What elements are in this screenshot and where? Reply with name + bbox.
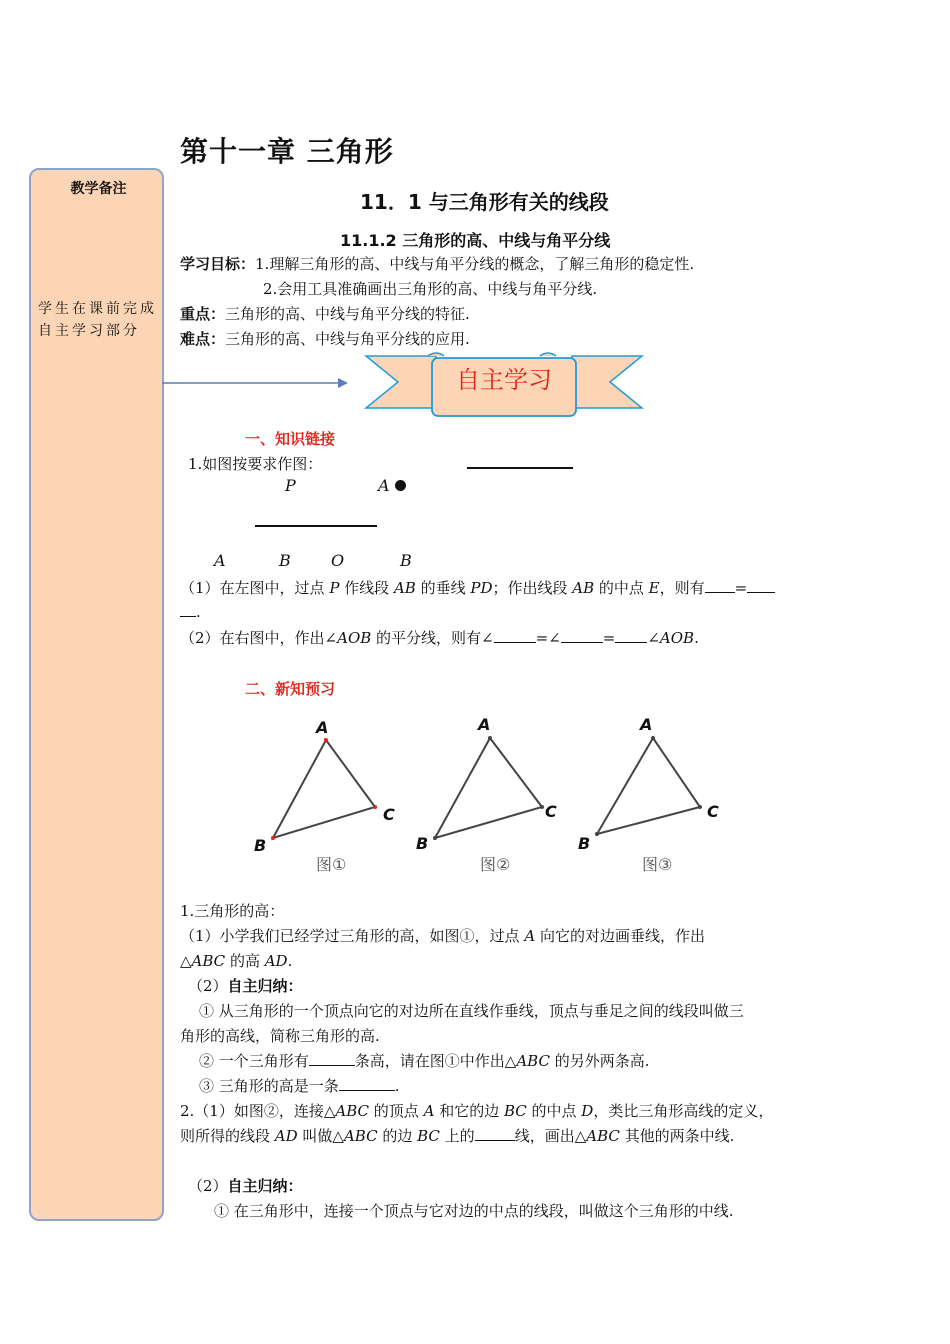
text-run: ；作出线段: [492, 579, 573, 597]
text-run: ∠: [647, 629, 660, 647]
text-run: =∠: [535, 629, 561, 647]
difficulty-label: 难点：: [180, 330, 226, 348]
vertex-c-label: C: [383, 805, 395, 824]
text-run: 的边: [377, 1127, 418, 1145]
answer-blank[interactable]: [561, 628, 603, 643]
text-run: ③ 三角形的高是一条: [199, 1077, 339, 1095]
math-var: A: [423, 1102, 435, 1120]
text-run: （2）: [188, 977, 228, 995]
median-question: [180, 1100, 773, 1121]
median-definition: ① 在三角形中，连接一个顶点与它对边的中点的线段，叫做这个三角形的中线.: [214, 1202, 734, 1220]
point-o-label: O: [331, 551, 345, 570]
text-run: △: [180, 952, 192, 970]
text-run: 的中点: [526, 1102, 582, 1120]
sub-question-1-cont: [180, 602, 201, 621]
question-1: 1.如图按要求作图：: [188, 455, 323, 473]
triangle-1: [273, 740, 375, 838]
answer-blank[interactable]: [180, 602, 196, 617]
answer-blank[interactable]: [494, 628, 536, 643]
sidebar-note: [38, 298, 163, 342]
math-var: E: [648, 579, 660, 597]
key-point: [180, 303, 470, 324]
text-run: 的另外两条高.: [549, 1052, 650, 1070]
learning-goals: [180, 253, 694, 274]
part2-heading: 二、新知预习: [245, 680, 336, 698]
math-var: ABC: [516, 1052, 550, 1070]
banner-text: 自主学习: [456, 366, 552, 394]
math-var: AB: [572, 579, 595, 597]
triangle-2: [435, 738, 542, 838]
math-var: AD: [274, 1127, 298, 1145]
text-run: 上的: [439, 1127, 475, 1145]
text-run: 叫做△: [297, 1127, 344, 1145]
text-run: .: [287, 952, 293, 970]
text-run: 作线段: [339, 579, 394, 597]
conclusion-3: [199, 1075, 400, 1096]
triangle-3: [597, 738, 700, 834]
math-var: AOB: [337, 629, 372, 647]
heights-heading: 1.三角形的高：: [180, 902, 285, 920]
text-run: =: [602, 629, 616, 647]
chapter-title: 第十一章 三角形: [180, 135, 394, 168]
vertex-b-label: B: [254, 836, 267, 855]
conclusion-1: ① 从三角形的一个顶点向它的对边所在直线作垂线，顶点与垂足之间的线段叫做三: [199, 1002, 744, 1020]
math-var: AB: [393, 579, 416, 597]
summary-heading: [188, 975, 303, 996]
text-run: 其他的两条中线.: [619, 1127, 735, 1145]
teaching-notes-sidebar: [29, 168, 164, 1221]
difficulty: [180, 328, 470, 349]
math-var: AD: [264, 952, 288, 970]
text-run: 条高，请在图①中作出△: [354, 1052, 517, 1070]
segment-line: [467, 467, 573, 469]
answer-blank[interactable]: [309, 1051, 355, 1066]
goal-item: 2.会用工具准确画出三角形的高、中线与角平分线.: [263, 280, 598, 298]
key-point-text: 三角形的高、中线与角平分线的特征.: [225, 305, 470, 323]
math-var: P: [329, 579, 340, 597]
median-question-cont: [180, 1125, 734, 1146]
text-run: .: [394, 1077, 400, 1095]
text-run: =: [734, 579, 748, 597]
answer-blank[interactable]: [615, 628, 647, 643]
text-run: 的顶点: [369, 1102, 424, 1120]
math-var: ABC: [586, 1127, 620, 1145]
point-dot-icon: [395, 480, 406, 491]
difficulty-text: 三角形的高、中线与角平分线的应用.: [225, 330, 470, 348]
point-b-label: B: [279, 551, 291, 570]
sub-question-2: [180, 627, 699, 648]
text-run: ② 一个三角形有: [199, 1052, 309, 1070]
text-run: 2.（1）如图②，连接△: [180, 1102, 336, 1120]
sidebar-title: 教学备注: [70, 181, 127, 197]
goals-label: 学习目标：: [180, 255, 256, 273]
text-run: （2）: [188, 1177, 228, 1195]
math-var: ABC: [343, 1127, 378, 1145]
subsection-title: 11.1.2 三角形的高、中线与角平分线: [340, 231, 611, 250]
figure-caption: 图①: [316, 855, 347, 874]
text-run: （1）小学我们已经学过三角形的高，如图①，过点: [180, 927, 525, 945]
vertex-c-label: C: [707, 802, 719, 821]
vertex-b-label: B: [416, 834, 429, 853]
text-run: （1）在左图中，过点: [180, 579, 330, 597]
math-var: ABC: [191, 952, 226, 970]
point-a-label: A: [378, 476, 390, 495]
answer-blank[interactable]: [475, 1126, 515, 1141]
point-p-label: P: [285, 476, 296, 495]
sidebar-note-line: 自主学习部分: [38, 323, 140, 339]
answer-blank[interactable]: [339, 1076, 395, 1091]
figure-caption: 图③: [642, 855, 673, 874]
text-run: ，则有: [659, 579, 705, 597]
heights-intro-cont: [180, 950, 292, 971]
math-var: D: [581, 1102, 594, 1120]
heights-intro: [180, 925, 705, 946]
text-run: ，类比三角形高线的定义，: [593, 1102, 774, 1120]
sidebar-note-line: 学生在课前完成: [38, 301, 157, 317]
goal-item: 1.理解三角形的高、中线与角平分线的概念，了解三角形的稳定性.: [255, 255, 695, 273]
segment-ab-line: [255, 525, 377, 527]
text-run: 则所得的线段: [180, 1127, 275, 1145]
vertex-b-label: B: [578, 834, 591, 853]
vertex-a-label: A: [316, 718, 329, 737]
math-var: BC: [417, 1127, 440, 1145]
answer-blank[interactable]: [705, 578, 735, 593]
summary-heading: [188, 1175, 303, 1196]
vertex-a-label: A: [640, 715, 653, 734]
vertex-c-label: C: [545, 802, 557, 821]
answer-blank[interactable]: [747, 578, 775, 593]
summary-label: 自主归纳：: [227, 1177, 303, 1195]
vertex-a-label: A: [478, 715, 491, 734]
section-title: 11．1 与三角形有关的线段: [360, 190, 609, 214]
math-var: A: [524, 927, 536, 945]
text-run: 向它的对边画垂线，作出: [535, 927, 705, 945]
math-var: PD: [470, 579, 493, 597]
point-b-label: B: [400, 551, 412, 570]
text-run: .: [196, 603, 201, 621]
conclusion-1-cont: 角形的高线，简称三角形的高.: [180, 1027, 380, 1045]
summary-label: 自主归纳：: [227, 977, 303, 995]
sub-question-1: [180, 577, 775, 598]
part1-heading: 一、知识链接: [245, 430, 336, 448]
text-run: 的垂线: [415, 579, 471, 597]
text-run: 的中点: [594, 579, 649, 597]
math-var: ABC: [335, 1102, 370, 1120]
math-var: BC: [503, 1102, 527, 1120]
math-var: AOB: [659, 629, 695, 647]
text-run: .: [694, 629, 699, 647]
figure-caption: 图②: [480, 855, 511, 874]
text-run: （2）在右图中，作出∠: [180, 629, 338, 647]
conclusion-2: [199, 1050, 650, 1071]
text-run: 的高: [225, 952, 265, 970]
text-run: 的平分线，则有∠: [371, 629, 494, 647]
point-a-label: A: [214, 551, 226, 570]
pointer-arrow-icon: [162, 374, 352, 394]
key-point-label: 重点：: [180, 305, 226, 323]
text-run: 线，画出△: [514, 1127, 587, 1145]
text-run: 和它的边: [434, 1102, 504, 1120]
